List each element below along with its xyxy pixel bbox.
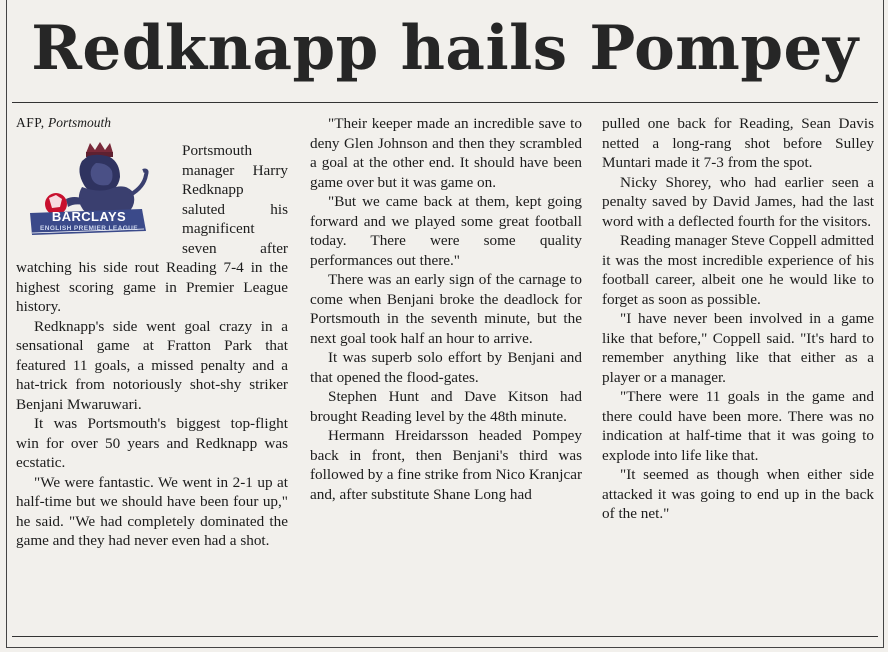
paragraph: "I have never been involved in a game like that before," Coppell said. "It's hard to remember anything like that either as a player or a manager. — [602, 310, 874, 386]
paragraph: There was an early sign of the carnage to come when Benjani broke the deadlock for Portsmouth in the seventh minute, but the next goal took half an hour to arrive. — [310, 271, 582, 347]
paragraph: Nicky Shorey, who had earlier seen a penalty saved by David James, had the last word with a deflected fourth for the visitors. — [602, 173, 874, 230]
paragraph: Reading manager Steve Coppell admitted it was the most incredible experience of his football career, albeit one he would like to forget as soon as possible. — [602, 232, 874, 308]
paragraph: pulled one back for Reading, Sean Davis netted a long-rang shot before Sulley Muntari made it 7-3 from the spot. — [602, 115, 874, 171]
byline-agency: AFP, — [16, 115, 45, 130]
paragraph: "Their keeper made an incredible save to deny Glen Johnson and then they scrambled a goal at the other end. It should have been game over but it was game on. — [310, 115, 582, 191]
paragraph: "But we came back at them, kept going forward and we played some great football today. There were some quality performances out there." — [310, 193, 582, 269]
paragraph: Hermann Hreidarsson headed Pompey back in front, then Benjani's third was followed by a fine strike from Nico Kranjcar and, after substitute Shane Long had — [310, 427, 582, 503]
premier-league-logo — [16, 141, 170, 243]
paragraph: It was superb solo effort by Benjani and that opened the flood-gates. — [310, 349, 582, 386]
headline: Redknapp hails Pompey — [31, 13, 859, 84]
bottom-rule — [12, 636, 878, 637]
paragraph: "It seemed as though when either side attacked it was going to end up in the back of the net." — [602, 466, 874, 522]
article-column-2 — [310, 114, 582, 636]
headline-rule — [12, 102, 878, 103]
paragraph: Redknapp's side went goal crazy in a sensational game at Fratton Park that featured 11 goals, a missed penalty and a hat-trick from notoriously shot-shy striker Benjani Mwaruwari. — [16, 317, 288, 413]
league-text: ENGLISH PREMIER LEAGUE — [39, 225, 138, 232]
byline-place: Portsmouth — [48, 115, 112, 130]
paragraph: It was Portsmouth's biggest top-flight win for over 50 years and Redknapp was ecstatic. — [16, 415, 288, 471]
paragraph: "We were fantastic. We went in 2-1 up at half-time but we should have been four up," he said. "We had completely dominated the game and they had never even had a shot. — [16, 473, 288, 549]
byline — [16, 114, 288, 132]
article-column-3 — [602, 114, 874, 636]
sponsor-text: BARCLAYS — [51, 209, 127, 224]
paragraph: "There were 11 goals in the game and there could have been more. There was no indication at half-time that it was going to explode into life like that. — [602, 388, 874, 464]
paragraph: Portsmouth manager Harry Redknapp saluted his magnificent seven after watching his side rout Reading 7-4 in the highest scoring game in Premier League history. — [16, 142, 288, 315]
paragraph: Stephen Hunt and Dave Kitson had brought Reading level by the 48th minute. — [310, 388, 582, 425]
article-column-1 — [16, 114, 288, 636]
